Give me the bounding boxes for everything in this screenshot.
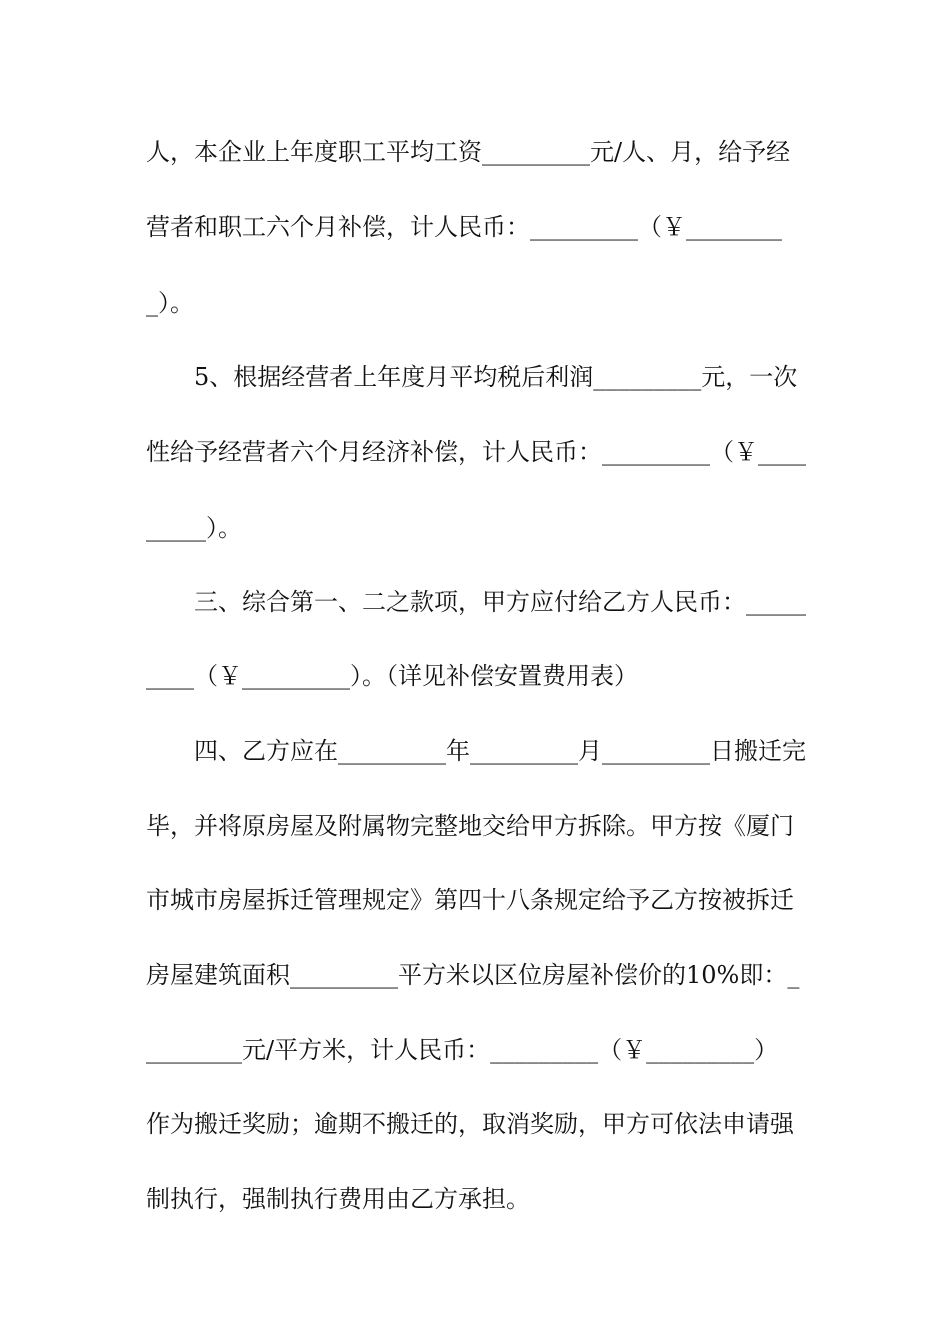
text-line: 制执行，强制执行费用由乙方承担。 bbox=[146, 1185, 530, 1213]
text-line: 人，本企业上年度职工平均工资_________元/人、月，给予经 bbox=[146, 138, 791, 166]
text-line: 营者和职工六个月补偿，计人民币：_________（￥________ bbox=[146, 213, 782, 241]
text-line: ________元/平方米，计人民币：_________（￥_________） bbox=[146, 1036, 779, 1064]
text-line: _）。 bbox=[146, 289, 194, 317]
text-line: 毕，并将原房屋及附属物完整地交给甲方拆除。甲方按《厦门 bbox=[146, 812, 794, 840]
text-line: 性给予经营者六个月经济补偿，计人民币：_________（￥____ bbox=[146, 438, 806, 466]
paragraph-start-line: 三、综合第一、二之款项，甲方应付给乙方人民币：_____ bbox=[194, 588, 806, 616]
text-line: 房屋建筑面积_________平方米以区位房屋补偿价的10%即：_ bbox=[146, 961, 800, 989]
text-line: 作为搬迁奖励；逾期不搬迁的，取消奖励，甲方可依法申请强 bbox=[146, 1110, 794, 1138]
paragraph-start-line: 四、乙方应在_________年_________月_________日搬迁完 bbox=[194, 737, 806, 765]
paragraph-start-line: 5、根据经营者上年度月平均税后利润_________元，一次 bbox=[194, 363, 798, 391]
text-line: _____）。 bbox=[146, 514, 242, 542]
text-line: 市城市房屋拆迁管理规定》第四十八条规定给予乙方按被拆迁 bbox=[146, 886, 794, 914]
text-line: ____（￥_________）。（详见补偿安置费用表） bbox=[146, 662, 638, 690]
